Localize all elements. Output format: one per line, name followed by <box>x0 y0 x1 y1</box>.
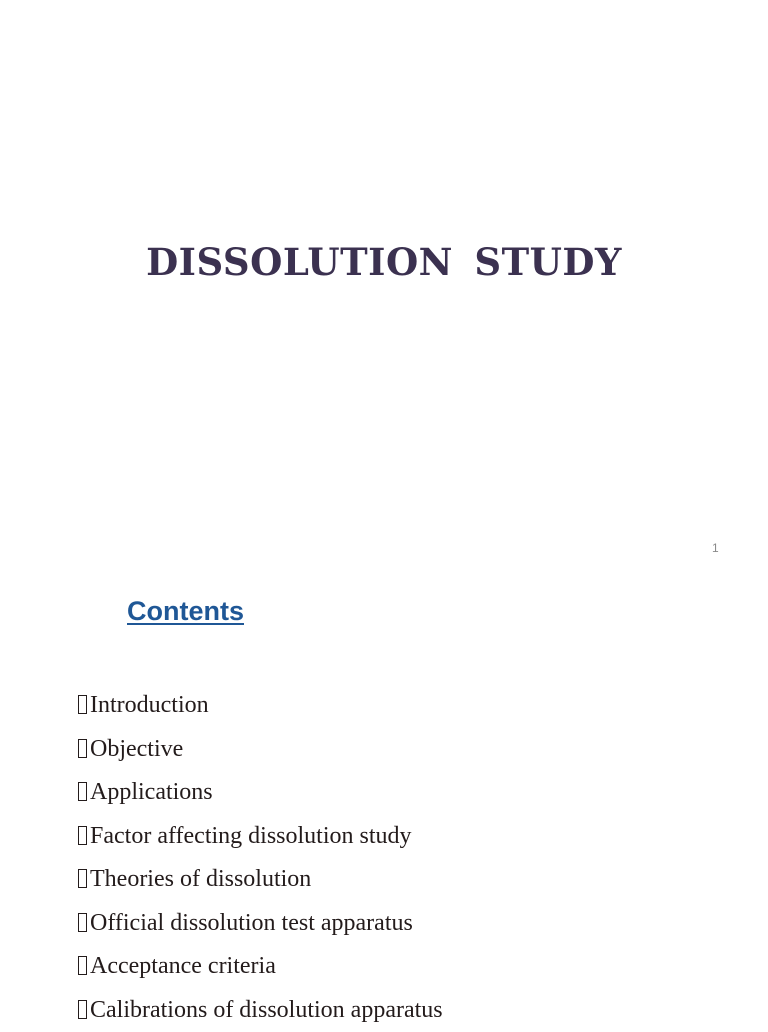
missing-glyph-box-icon <box>78 869 87 888</box>
list-item <box>78 989 443 1032</box>
contents-heading: Contents <box>127 596 244 627</box>
contents-slide <box>0 570 768 1024</box>
missing-glyph-box-icon <box>78 956 87 975</box>
page-number: 1 <box>712 541 719 555</box>
list-item-label: Acceptance criteria <box>90 945 276 989</box>
missing-glyph-box-icon <box>78 913 87 932</box>
list-item-label: Factor affecting dissolution study <box>90 815 412 859</box>
missing-glyph-box-icon <box>78 782 87 801</box>
list-item <box>78 945 443 989</box>
list-item-label: Official dissolution test apparatus <box>90 902 413 946</box>
list-item-label: Introduction <box>90 684 209 728</box>
contents-list <box>78 684 443 1032</box>
list-item <box>78 684 443 728</box>
list-item <box>78 815 443 859</box>
missing-glyph-box-icon <box>78 1000 87 1019</box>
list-item <box>78 902 443 946</box>
list-item-label: Theories of dissolution <box>90 858 311 902</box>
missing-glyph-box-icon <box>78 826 87 845</box>
list-item <box>78 728 443 772</box>
list-item <box>78 858 443 902</box>
list-item <box>78 771 443 815</box>
missing-glyph-box-icon <box>78 739 87 758</box>
missing-glyph-box-icon <box>78 695 87 714</box>
slide-title: DISSOLUTION STUDY <box>0 240 768 284</box>
list-item-label: Applications <box>90 771 213 815</box>
list-item-label: Calibrations of dissolution apparatus <box>90 989 443 1032</box>
list-item-label: Objective <box>90 728 183 772</box>
